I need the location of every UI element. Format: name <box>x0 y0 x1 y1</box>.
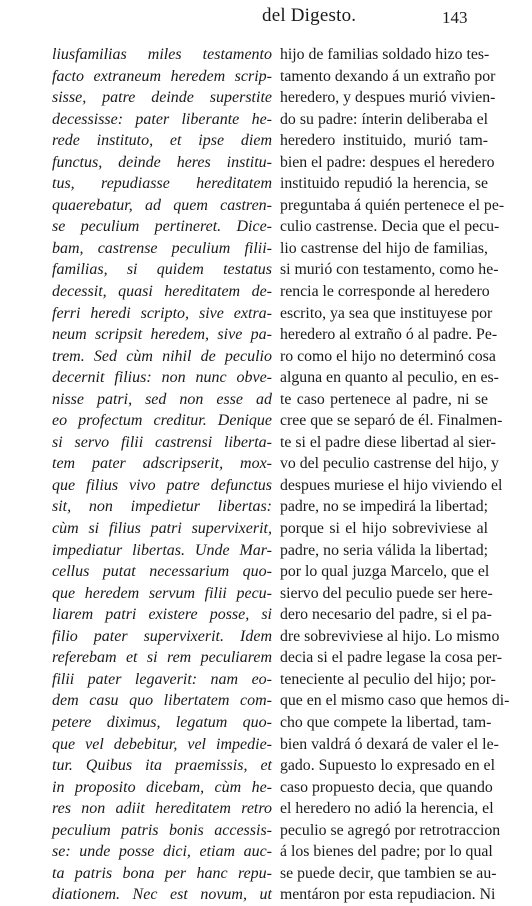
latin-text-line: peculium patris bonis accessis- <box>52 821 272 839</box>
latin-text-line: tur. Quibus ita praemissis, et <box>52 757 272 775</box>
latin-text-line: diationem. Nec est novum, ut <box>52 886 272 904</box>
page-number: 143 <box>442 8 468 27</box>
latin-text-line: que filius vivo patre defunctus <box>52 476 272 494</box>
latin-text-line: que heredem servum filii pecu- <box>52 584 272 602</box>
latin-text-line: in proposito dicebam, cùm he- <box>52 778 272 796</box>
latin-text-line: dem casu quo libertatem com- <box>52 692 272 710</box>
latin-text-line: referebam et si rem peculiarem <box>52 649 272 667</box>
latin-text-line: neum scripsit heredem, sive pa- <box>52 326 272 344</box>
spanish-text-line: te si el padre diese libertad al sier- <box>280 433 496 451</box>
latin-text-column <box>52 44 272 906</box>
latin-text-line: functus, deinde heres institu- <box>52 153 272 171</box>
latin-text-line: se: unde posse dici, etiam auc- <box>52 843 272 861</box>
latin-text-line: res non adiit hereditatem retro <box>52 800 272 818</box>
latin-text-line: se peculium pertineret. Dice- <box>52 218 272 236</box>
spanish-text-line: padre, no se impedirá la libertad; <box>280 498 488 516</box>
spanish-text-line: te caso pertenece al padre, ni se <box>280 390 488 408</box>
spanish-text-line: que en el mismo caso que hemos di- <box>280 692 510 710</box>
latin-text-line: si servo filii castrensi liberta- <box>52 433 272 451</box>
latin-text-line: sit, non impedietur libertas: <box>52 498 272 516</box>
latin-text-line: tem pater adscripserit, mox- <box>52 455 272 473</box>
latin-text-line: nisse patri, sed non esse ad <box>52 390 272 408</box>
latin-text-line: petere diximus, legatum quo- <box>52 713 272 731</box>
spanish-text-line: gado. Supuesto lo expresado en el <box>280 757 495 775</box>
latin-text-line: cellus putat necessarium quo- <box>52 563 272 581</box>
spanish-text-line: escrito, ya sea que instituyese por <box>280 304 493 322</box>
spanish-text-line: el heredero no adió la herencia, el <box>280 800 494 818</box>
latin-text-line: filii pater legaverit: nam eo- <box>52 670 272 688</box>
spanish-text-line: hijo de familias soldado hizo tes- <box>280 46 490 63</box>
latin-text-line: ferri heredi scripto, sive extra- <box>52 304 272 322</box>
spanish-text-column <box>280 44 510 906</box>
latin-text-line: eo profectum creditur. Denique <box>52 412 272 430</box>
latin-text-line: liusfamilias miles testamento <box>52 46 272 63</box>
spanish-text-line: siervo del peculio puede ser here- <box>280 584 493 602</box>
spanish-text-line: bien el padre: despues el heredero <box>280 153 495 171</box>
latin-text-line: ta patris bona per hanc repu- <box>52 864 272 882</box>
spanish-text-line: tamento dexando á un extraño por <box>280 67 496 85</box>
spanish-text-line: rencia le corresponde al heredero <box>280 283 490 301</box>
spanish-text-line: peculio se agregó por retrotraccion <box>280 821 501 839</box>
spanish-text-line: do su padre: ínterin deliberaba el <box>280 110 488 128</box>
spanish-text-line: heredero al extraño ó al padre. Pe- <box>280 326 498 344</box>
latin-text-line: impediatur libertas. Unde Mar- <box>52 541 272 559</box>
latin-text-line: filio pater supervixerit. Idem <box>52 627 272 645</box>
spanish-text-line: ro como el hijo no determinó cosa <box>280 347 496 365</box>
latin-text-line: rede instituto, et ipse diem <box>52 132 272 150</box>
spanish-text-line: cho que compete la libertad, tam- <box>280 713 492 731</box>
latin-text-line: bam, castrense peculium filii- <box>52 239 272 257</box>
latin-text-line: familias, si quidem testatus <box>52 261 272 279</box>
spanish-text-line: teneciente al peculio del hijo; por- <box>280 670 496 688</box>
latin-text-line: facto extraneum heredem scrip- <box>52 67 272 85</box>
spanish-text-line: heredero, y despues murió vivien- <box>280 89 496 107</box>
spanish-text-line: dero necesario del padre, si el pa- <box>280 606 492 624</box>
spanish-text-line: padre, no seria válida la libertad; <box>280 541 488 559</box>
latin-text-line: cùm si filius patri supervixerit, <box>52 520 272 538</box>
spanish-text-line: instituido repudió la herencia, se <box>280 175 488 193</box>
latin-text-line: tus, repudiasse hereditatem <box>52 175 272 193</box>
latin-text-line: decessisse: pater liberante he- <box>52 110 272 128</box>
latin-text-line: quaerebatur, ad quem castren- <box>52 196 272 214</box>
latin-text-line: decessit, quasi hereditatem de- <box>52 283 272 301</box>
spanish-text-line: alguna en quanto al peculio, en es- <box>280 369 499 387</box>
spanish-text-line: bien valdrá ó dexará de valer el le- <box>280 735 499 753</box>
spanish-text-line: despues muriese el hijo viviendo el <box>280 476 503 494</box>
spanish-text-line: dre sobreviviese al hijo. Lo mismo <box>280 627 500 645</box>
latin-text-line: sisse, patre deinde superstite <box>52 89 272 107</box>
latin-text-line: trem. Sed cùm nihil de peculio <box>52 347 272 365</box>
spanish-text-line: culio castrense. Decia que el pecu- <box>280 218 500 236</box>
latin-text-line: liarem patri existere posse, si <box>52 606 272 624</box>
spanish-text-line: lio castrense del hijo de familias, <box>280 239 488 257</box>
running-title: del Digesto. <box>262 5 357 26</box>
latin-text-line: decernit filius: non nunc obve- <box>52 369 272 387</box>
spanish-text-line: vo del peculio castrense del hijo, y <box>280 455 499 473</box>
spanish-text-line: á los bienes del padre; por lo qual <box>280 843 493 861</box>
spanish-text-line: preguntaba á quién pertenece el pe- <box>280 196 505 214</box>
latin-text-line: que vel debebitur, vel impedie- <box>52 735 272 753</box>
spanish-text-line: cree que se separó de él. Finalmen- <box>280 412 503 430</box>
spanish-text-line: mentáron por esta repudiacion. Ni <box>280 886 496 904</box>
spanish-text-line: decia si el padre legase la cosa per- <box>280 649 503 667</box>
spanish-text-line: se puede decir, que tambien se au- <box>280 864 497 882</box>
spanish-text-line: por lo qual juzga Marcelo, que el <box>280 563 490 581</box>
spanish-text-line: porque si el hijo sobreviviese al <box>280 520 488 538</box>
spanish-text-line: caso propuesto decia, que quando <box>280 778 493 796</box>
spanish-text-line: heredero instituido, murió tam- <box>280 132 488 150</box>
spanish-text-line: si murió con testamento, como he- <box>280 261 499 279</box>
